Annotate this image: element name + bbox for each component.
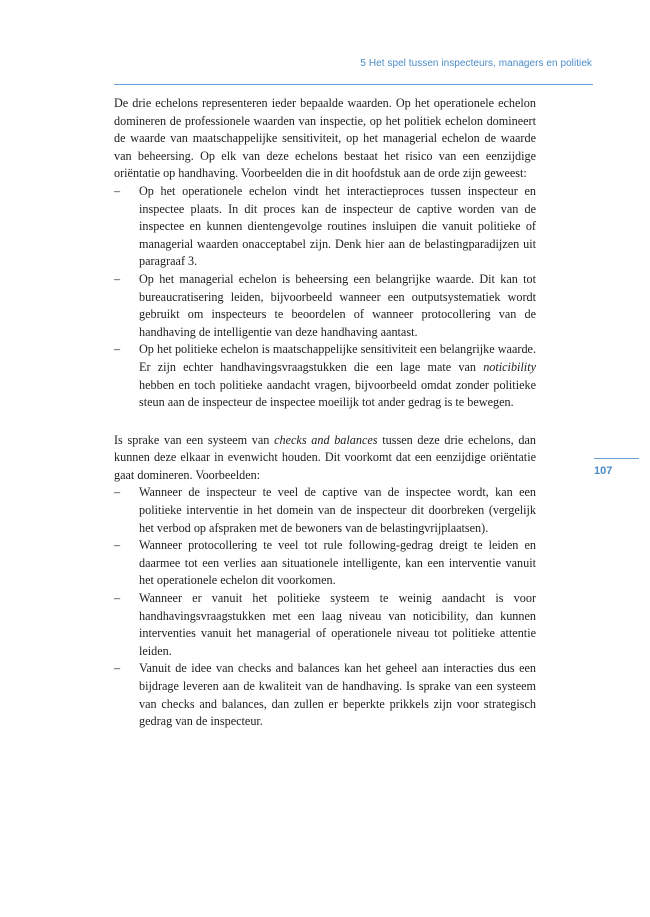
text-run: Is sprake van een systeem van (114, 432, 275, 447)
italic-term: noticibility (483, 359, 536, 374)
bullet-dash: – (114, 271, 121, 286)
page-number-rule (594, 458, 639, 459)
section1-list (114, 183, 536, 412)
list-item (114, 537, 536, 590)
list-item-text: Wanneer de inspecteur te veel de captive van de inspectee wordt, kan een politieke interventie in het domein van de inspecteur dit doorbreken (vergelijk het verbod op afspraken met de bewoners van de belastingvrijplaatsen). (139, 485, 536, 535)
text-run: Op het politieke echelon is maatschappelijke sensitiviteit een belangrijke waarde. Er zijn echter handhavingsvraagstukken die een lage mate van (139, 342, 536, 374)
list-item (114, 590, 536, 660)
running-header: 5 Het spel tussen inspecteurs, managers en politiek (360, 58, 592, 69)
list-item-text: Wanneer er vanuit het politieke systeem te weinig aandacht is voor handhavingsvraagstukken met een laag niveau van noticibility, dan kunnen interventies vanuit het managerial of operationele niveau tot politieke attentie leiden. (139, 591, 536, 658)
list-item (114, 341, 536, 411)
list-item (114, 271, 536, 341)
section1-intro: De drie echelons representeren ieder bepaalde waarden. Op het operationele echelon domineren de professionele waarden van inspectie, op het politiek echelon domineert de waarde van maatschappelijke sensitiviteit, op het managerial echelon de waarde van beheersing. Op elk van deze echelons bestaat het risico van een eenzijdige oriëntatie op handhaving. Voorbeelden die in dit hoofdstuk aan de orde zijn geweest: (114, 96, 536, 181)
text-run: tussen deze drie echelons, dan kunnen deze elkaar in evenwicht houden. Dit voorkomt dat een eenzijdige oriëntatie gaat domineren. Voorbeelden: (114, 432, 536, 482)
body-text (114, 95, 536, 731)
list-item-text: Vanuit de idee van checks and balances kan het geheel aan interacties dus een bijdrage leveren aan de kwaliteit van de handhaving. Is sprake van een systeem van checks and balances, dan zullen er beperkte prikkels zijn voor strategisch gedrag van de inspecteur. (139, 661, 536, 729)
italic-term: checks and balances (274, 432, 378, 447)
bullet-dash: – (114, 661, 121, 676)
header-rule (114, 84, 593, 85)
bullet-dash: – (114, 591, 121, 606)
list-item-text: Wanneer protocollering te veel tot rule following-gedrag dreigt te leiden en daarmee tot een verlies aan situationele intelligente, kan een interventie vanuit het operationele echelon dit voorkomen. (139, 538, 536, 588)
list-item (114, 660, 536, 730)
list-item (114, 183, 536, 271)
bullet-dash: – (114, 538, 121, 553)
text-run: hebben en toch politieke aandacht vragen, bijvoorbeeld omdat zonder politieke steun aan de inspecteur de inspectee moeilijk tot ander gedrag is te bewegen. (139, 377, 536, 410)
section2-list (114, 484, 536, 730)
list-item (114, 484, 536, 537)
bullet-dash: – (114, 342, 121, 357)
list-item-text: Op het operationele echelon vindt het interactieproces tussen inspecteur en inspectee plaats. In dit proces kan de inspecteur de captive worden van de inspectee en kunnen dientengevolge routines insluipen die vanuit politieke of managerial waarden onacceptabel zijn. Denk hier aan de belastingparadijzen uit paragraaf 3. (139, 183, 536, 269)
bullet-dash: – (114, 485, 121, 500)
bullet-dash: – (114, 183, 121, 198)
page-number: 107 (594, 465, 613, 477)
list-item-text (139, 342, 536, 409)
section2-intro (114, 432, 536, 485)
list-item-text: Op het managerial echelon is beheersing een belangrijke waarde. Dit kan tot bureaucratisering leiden, bijvoorbeeld wanneer een outputsystematiek wordt gebruikt om inspecteurs te beoordelen of wanneer protocollering van de handhaving de intelligentie van deze handhaving aantast. (139, 271, 536, 339)
